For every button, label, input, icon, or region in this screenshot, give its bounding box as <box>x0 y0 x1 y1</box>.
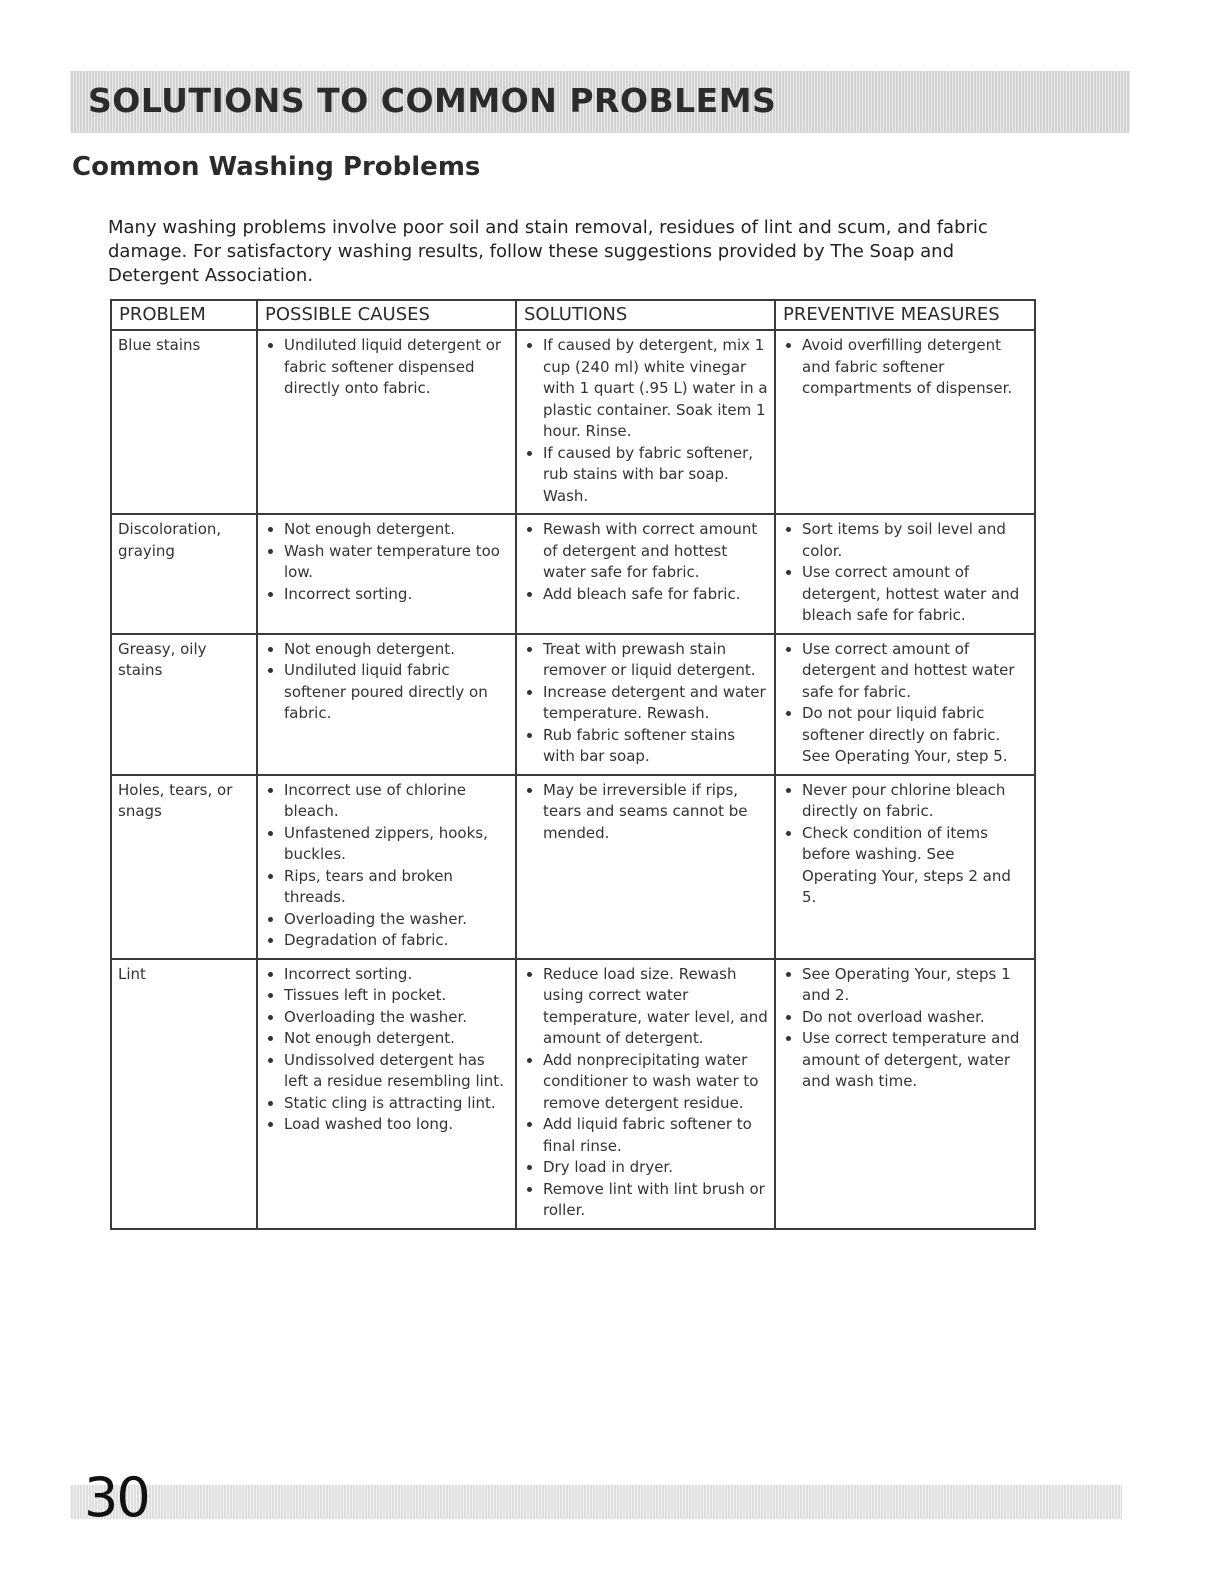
preventive-list <box>782 780 1028 909</box>
list-item: Not enough detergent. <box>264 639 509 661</box>
preventive-list <box>782 639 1028 768</box>
list-item: Never pour chlorine bleach directly on fabric. <box>782 780 1028 823</box>
list-item: Do not pour liquid fabric softener directly on fabric. See Operating Your, step 5. <box>782 703 1028 768</box>
list-item: Use correct amount of detergent and hottest water safe for fabric. <box>782 639 1028 704</box>
solutions-list <box>523 780 768 845</box>
list-item: Add liquid fabric softener to final rinse. <box>523 1114 768 1157</box>
problem-cell: Holes, tears, or snags <box>111 775 257 959</box>
list-item: Degradation of fabric. <box>264 930 509 952</box>
banner-title: SOLUTIONS TO COMMON PROBLEMS <box>88 81 777 120</box>
table-row <box>111 959 1035 1229</box>
header-preventive-measures: PREVENTIVE MEASURES <box>775 300 1035 330</box>
solutions-list <box>523 519 768 605</box>
list-item: Add bleach safe for fabric. <box>523 584 768 606</box>
section-banner <box>70 71 1130 133</box>
list-item: Rips, tears and broken threads. <box>264 866 509 909</box>
causes-cell <box>257 514 516 634</box>
list-item: Load washed too long. <box>264 1114 509 1136</box>
solutions-cell <box>516 775 775 959</box>
causes-list <box>264 519 509 605</box>
list-item: Rewash with correct amount of detergent and hottest water safe for fabric. <box>523 519 768 584</box>
page-number: 30 <box>84 1466 149 1529</box>
list-item: If caused by fabric softener, rub stains with bar soap. Wash. <box>523 443 768 508</box>
list-item: If caused by detergent, mix 1 cup (240 ml) white vinegar with 1 quart (.95 L) water in a plastic container. Soak item 1 hour. Rinse. <box>523 335 768 443</box>
table-row <box>111 514 1035 634</box>
intro-paragraph: Many washing problems involve poor soil and stain removal, residues of lint and scum, and fabric damage. For satisfactory washing results, follow these suggestions provided by The Soap and Detergent Association. <box>108 217 988 286</box>
list-item: Overloading the washer. <box>264 909 509 931</box>
preventive-cell <box>775 514 1035 634</box>
section-heading: Common Washing Problems <box>72 152 481 182</box>
causes-cell <box>257 775 516 959</box>
preventive-cell <box>775 330 1035 514</box>
list-item: Increase detergent and water temperature. Rewash. <box>523 682 768 725</box>
problem-cell: Blue stains <box>111 330 257 514</box>
causes-cell <box>257 959 516 1229</box>
list-item: Use correct temperature and amount of detergent, water and wash time. <box>782 1028 1028 1093</box>
list-item: Incorrect use of chlorine bleach. <box>264 780 509 823</box>
causes-list <box>264 639 509 725</box>
list-item: See Operating Your, steps 1 and 2. <box>782 964 1028 1007</box>
preventive-list <box>782 335 1028 400</box>
preventive-list <box>782 519 1028 627</box>
header-solutions: SOLUTIONS <box>516 300 775 330</box>
table-header-row <box>111 300 1035 330</box>
footer-bar <box>70 1485 1122 1519</box>
list-item: Use correct amount of detergent, hottest water and bleach safe for fabric. <box>782 562 1028 627</box>
list-item: Avoid overfilling detergent and fabric softener compartments of dispenser. <box>782 335 1028 400</box>
preventive-cell <box>775 959 1035 1229</box>
list-item: Remove lint with lint brush or roller. <box>523 1179 768 1222</box>
list-item: Wash water temperature too low. <box>264 541 509 584</box>
causes-list <box>264 780 509 952</box>
causes-list <box>264 335 509 400</box>
solutions-cell <box>516 514 775 634</box>
list-item: Incorrect sorting. <box>264 964 509 986</box>
header-problem: PROBLEM <box>111 300 257 330</box>
preventive-list <box>782 964 1028 1093</box>
causes-cell <box>257 330 516 514</box>
list-item: Undissolved detergent has left a residue resembling lint. <box>264 1050 509 1093</box>
header-possible-causes: POSSIBLE CAUSES <box>257 300 516 330</box>
preventive-cell <box>775 775 1035 959</box>
problems-table <box>110 299 1036 1230</box>
list-item: Not enough detergent. <box>264 1028 509 1050</box>
list-item: Check condition of items before washing. See Operating Your, steps 2 and 5. <box>782 823 1028 909</box>
causes-cell <box>257 634 516 775</box>
list-item: Dry load in dryer. <box>523 1157 768 1179</box>
list-item: Overloading the washer. <box>264 1007 509 1029</box>
list-item: Undiluted liquid detergent or fabric softener dispensed directly onto fabric. <box>264 335 509 400</box>
problem-cell: Discoloration, graying <box>111 514 257 634</box>
list-item: Sort items by soil level and color. <box>782 519 1028 562</box>
list-item: Tissues left in pocket. <box>264 985 509 1007</box>
solutions-cell <box>516 959 775 1229</box>
list-item: Do not overload washer. <box>782 1007 1028 1029</box>
causes-list <box>264 964 509 1136</box>
solutions-list <box>523 639 768 768</box>
table-row <box>111 634 1035 775</box>
solutions-list <box>523 964 768 1222</box>
list-item: Treat with prewash stain remover or liquid detergent. <box>523 639 768 682</box>
list-item: Reduce load size. Rewash using correct water temperature, water level, and amount of detergent. <box>523 964 768 1050</box>
solutions-list <box>523 335 768 507</box>
table-row <box>111 775 1035 959</box>
list-item: Add nonprecipitating water conditioner to wash water to remove detergent residue. <box>523 1050 768 1115</box>
problem-cell: Greasy, oily stains <box>111 634 257 775</box>
list-item: Undiluted liquid fabric softener poured directly on fabric. <box>264 660 509 725</box>
list-item: Unfastened zippers, hooks, buckles. <box>264 823 509 866</box>
solutions-cell <box>516 330 775 514</box>
list-item: Not enough detergent. <box>264 519 509 541</box>
list-item: Incorrect sorting. <box>264 584 509 606</box>
problem-cell: Lint <box>111 959 257 1229</box>
table-row <box>111 330 1035 514</box>
preventive-cell <box>775 634 1035 775</box>
solutions-cell <box>516 634 775 775</box>
list-item: May be irreversible if rips, tears and seams cannot be mended. <box>523 780 768 845</box>
list-item: Rub fabric softener stains with bar soap. <box>523 725 768 768</box>
list-item: Static cling is attracting lint. <box>264 1093 509 1115</box>
